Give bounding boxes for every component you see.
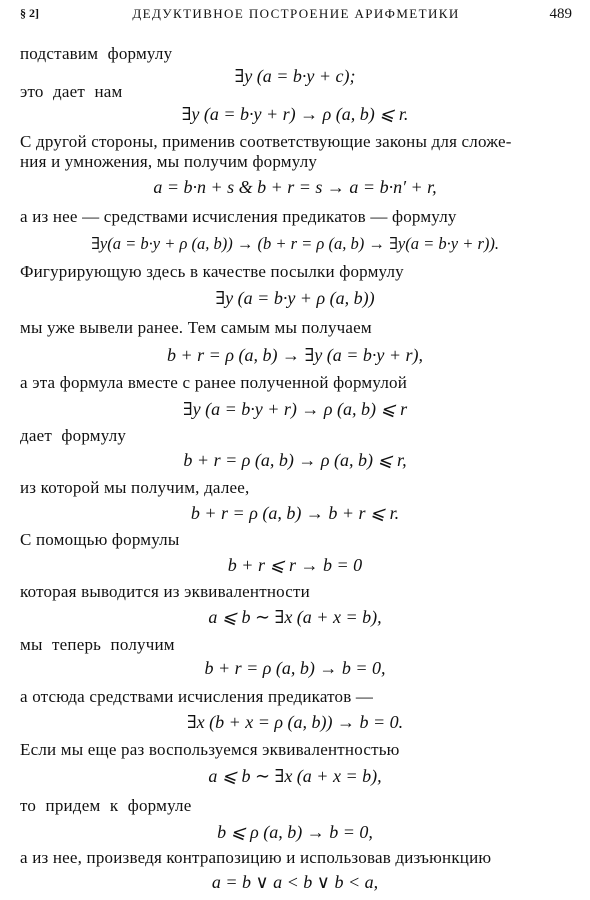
formula: a = b·n + s & b + r = s → a = b·n′ + r, (153, 177, 437, 197)
running-title: ДЕДУКТИВНОЕ ПОСТРОЕНИЕ АРИФМЕТИКИ (132, 6, 460, 21)
formula: b + r ⩽ r → b = 0 (227, 555, 363, 575)
text-line: мы теперь получим (20, 635, 175, 654)
text-line: мы уже вывели ранее. Тем самым мы получаем (20, 318, 372, 337)
text-line: это дает нам (20, 82, 123, 101)
formula: b + r = ρ (a, b) → b + r ⩽ r. (190, 503, 400, 523)
text-line: ния и умножения, мы получим формулу (20, 152, 318, 171)
text-line: С помощью формулы (20, 530, 180, 549)
text-line: а из нее — средствами исчисления предикатов — формулу (20, 207, 457, 226)
text-line: С другой стороны, применив соответствующие законы для сложе- (20, 132, 512, 151)
text-line: дает формулу (20, 426, 127, 445)
formula: b + r = ρ (a, b) → ∃y (a = b·y + r), (167, 345, 423, 365)
formula: ∃x (b + x = ρ (a, b)) → b = 0. (186, 712, 404, 732)
text-line: а эта формула вместе с ранее полученной формулой (20, 373, 408, 392)
formula: ∃y (a = b·y + r) → ρ (a, b) ⩽ r. (181, 104, 409, 124)
formula: ∃y (a = b·y + r) → ρ (a, b) ⩽ r (182, 399, 408, 419)
formula: b ⩽ ρ (a, b) → b = 0, (217, 822, 373, 842)
text-line: Если мы еще раз воспользуемся эквивалентностью (20, 740, 400, 759)
formula: a = b ∨ a < b ∨ b < a, (211, 872, 379, 892)
text-line: Фигурирующую здесь в качестве посылки формулу (20, 262, 404, 281)
text-line: а из нее, произведя контрапозицию и использовав дизъюнкцию (20, 848, 492, 867)
formula: ∃y (a = b·y + c); (234, 66, 356, 86)
text-line: а отсюда средствами исчисления предикатов — (20, 687, 374, 706)
formula: ∃y (a = b·y + ρ (a, b)) (215, 288, 375, 308)
formula: b + r = ρ (a, b) → ρ (a, b) ⩽ r, (183, 450, 407, 470)
running-header (20, 6, 572, 26)
text-line: то придем к формуле (20, 796, 192, 815)
section-marker: § 2] (20, 6, 39, 20)
text-line: которая выводится из эквивалентности (20, 582, 310, 601)
text-line: из которой мы получим, далее, (20, 478, 250, 497)
formula: a ⩽ b ∼ ∃x (a + x = b), (208, 607, 382, 627)
page-number: 489 (549, 6, 572, 22)
formula: b + r = ρ (a, b) → b = 0, (204, 658, 386, 678)
formula: a ⩽ b ∼ ∃x (a + x = b), (208, 766, 382, 786)
formula: ∃y(a = b·y + ρ (a, b)) → (b + r = ρ (a, b) → ∃y(a = b·y + r)). (90, 234, 499, 253)
text-line: подставим формулу (20, 44, 173, 63)
